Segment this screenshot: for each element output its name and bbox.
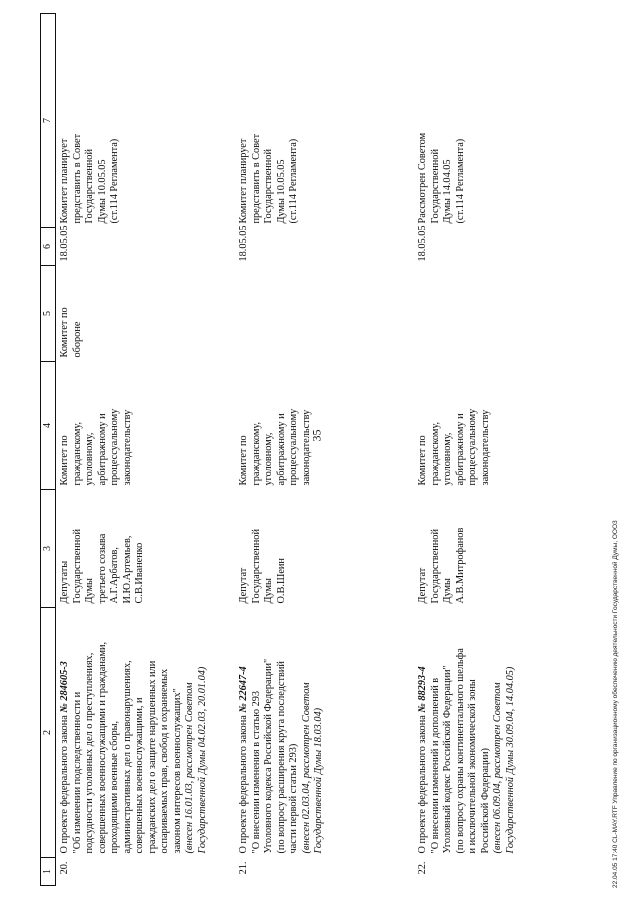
cell-line: процессуальному xyxy=(288,408,300,486)
cell-line: законодательству xyxy=(121,409,133,486)
cell-line: административных дел о правонарушениях, xyxy=(121,660,133,854)
cell-line: Комитет по xyxy=(59,307,70,358)
cell-line: гражданскому, xyxy=(71,421,83,486)
cell-line: Уголовного кодекса Российской Федерации" xyxy=(263,658,275,854)
row-number: 21. xyxy=(238,861,249,875)
cell-line: И.Ю.Артемьев, xyxy=(121,535,133,604)
column-header-5: 5 xyxy=(41,266,56,362)
cell-line: третьего созыва xyxy=(96,533,108,604)
bill-number: № 88293-4 xyxy=(417,666,428,713)
cell-line: О проекте федерального закона № 88293-4 xyxy=(417,666,428,854)
table-row xyxy=(56,14,236,886)
footer-print-info: 22.04.05 17:40 CL-MAY.RTF Управление по организационному обеспечению деятельности Государственной Думы, ООО3 xyxy=(612,520,619,888)
cell-line: и исключительной экономической зоны xyxy=(467,679,479,854)
cell-line: процессуальному xyxy=(467,408,479,486)
cell-line: Комитет по xyxy=(417,435,428,486)
cell-line: Думы xyxy=(263,578,275,604)
cell-line: законодательству xyxy=(479,409,491,486)
column-header-1: 1 xyxy=(41,858,56,886)
column-header-3: 3 xyxy=(41,490,56,608)
cell-c3 xyxy=(56,490,236,608)
cell-line: уголовному, xyxy=(442,432,454,486)
cell-line: Государственной xyxy=(263,149,275,224)
cell-line: Уголовный кодекс Российской Федерации" xyxy=(442,665,454,854)
cell-line: Государственной xyxy=(429,529,441,604)
column-header-4: 4 xyxy=(41,362,56,490)
row-number: 20. xyxy=(59,861,70,875)
cell-line: гражданскому, xyxy=(250,421,262,486)
cell-line: Государственной xyxy=(71,529,83,604)
cell-c5 xyxy=(414,266,593,362)
cell-line: 18.05.05 xyxy=(417,225,428,262)
cell-c6 xyxy=(414,225,593,266)
cell-line: представить в Совет xyxy=(250,133,262,224)
cell-line: Депутат xyxy=(417,567,428,604)
cell-line: арбитражному и xyxy=(275,413,287,486)
cell-line: законодательству xyxy=(300,409,312,486)
bill-number: № 22647-4 xyxy=(238,666,249,713)
cell-line: Депутаты xyxy=(59,560,70,604)
cell-line: Думы 10.05.05 xyxy=(96,159,108,224)
cell-c4 xyxy=(414,362,593,490)
row-number: 22. xyxy=(417,861,428,875)
cell-c6 xyxy=(56,225,236,266)
column-header-7: 7 xyxy=(41,14,56,228)
bills-table xyxy=(40,13,593,886)
cell-c4 xyxy=(235,362,414,490)
cell-line: А.Г.Арбатов, xyxy=(109,547,121,604)
cell-c3 xyxy=(235,490,414,608)
cell-line: оспариваемых прав, свобод и охраняемых xyxy=(159,668,171,854)
cell-line: (ст.114 Регламента) xyxy=(109,138,121,224)
cell-line: 18.05.05 xyxy=(238,225,249,262)
cell-line: Комитет по xyxy=(59,435,70,486)
cell-line: Думы xyxy=(442,578,454,604)
cell-line: О проекте федерального закона № 284605-3 xyxy=(59,661,70,854)
cell-line: совершенных военнослужащими, и xyxy=(134,697,146,854)
cell-line: части первой статьи 293) xyxy=(288,743,300,854)
cell-c4 xyxy=(56,362,236,490)
bill-number: № 284605-3 xyxy=(59,661,70,713)
cell-line: Государственной xyxy=(250,529,262,604)
cell-line: (внесен 06.09.04, рассмотрен Советом xyxy=(492,682,504,854)
cell-c6 xyxy=(235,225,414,266)
cell-line: Российской Федерации) xyxy=(479,748,491,854)
cell-c2 xyxy=(414,608,593,858)
cell-line: уголовному, xyxy=(84,432,96,486)
cell-line: Государственной xyxy=(84,149,96,224)
cell-line: (по вопросу расширения круга последствий xyxy=(275,661,287,854)
cell-line: гражданскому, xyxy=(429,421,441,486)
cell-c5 xyxy=(56,266,236,362)
cell-line: (по вопросу охраны континентального шельфа xyxy=(454,648,466,854)
table-row xyxy=(414,14,593,886)
cell-line: Думы xyxy=(84,578,96,604)
column-header-2: 2 xyxy=(41,608,56,858)
cell-line: совершенных военнослужащими и гражданами, xyxy=(96,641,108,854)
bills-table-container xyxy=(40,14,638,886)
cell-line: А.В.Митрофанов xyxy=(454,527,466,604)
cell-line: Депутат xyxy=(238,567,249,604)
cell-line: представить в Совет xyxy=(71,133,83,224)
column-number-row xyxy=(41,14,56,886)
cell-line: Государственной Думы 18.03.04) xyxy=(313,707,325,854)
cell-line: "О внесении изменений и дополнений в xyxy=(429,677,441,854)
cell-c3 xyxy=(414,490,593,608)
cell-line: уголовному, xyxy=(263,432,275,486)
cell-line: Государственной Думы 04.02.03, 20.01.04) xyxy=(197,666,209,854)
cell-c2 xyxy=(56,608,236,858)
cell-line: Государственной xyxy=(429,149,441,224)
cell-line: (ст.114 Регламента) xyxy=(288,138,300,224)
cell-line: подсудности уголовных дел о преступлениях, xyxy=(84,652,96,854)
cell-line: (внесен 16.01.03, рассмотрен Советом xyxy=(184,682,196,854)
cell-line: проходящими военные сборы, xyxy=(109,720,121,854)
cell-line: "О внесении изменения в статью 293 xyxy=(250,690,262,854)
cell-line: арбитражному и xyxy=(454,413,466,486)
cell-c7 xyxy=(235,14,414,228)
cell-c7 xyxy=(56,14,236,228)
cell-line: Комитет планирует xyxy=(59,138,70,224)
cell-line: Государственной Думы 30.09.04, 14.04.05) xyxy=(504,666,516,854)
cell-c7 xyxy=(414,14,593,228)
cell-line: законом интересов военнослужащих" xyxy=(171,688,183,854)
cell-c5 xyxy=(235,266,414,362)
cell-line: 18.05.05 xyxy=(59,225,70,262)
cell-line: "Об изменении подследственности и xyxy=(71,691,83,854)
cell-line: арбитражному и xyxy=(96,413,108,486)
cell-line: Рассмотрен Советом xyxy=(417,132,428,224)
cell-c2 xyxy=(235,608,414,858)
cell-line: Комитет по xyxy=(238,435,249,486)
table-row xyxy=(235,14,414,886)
cell-line: Думы 14.04.05 xyxy=(442,159,454,224)
cell-line: (внесен 02.03.04, рассмотрен Советом xyxy=(300,682,312,854)
cell-line: Думы 10.05.05 xyxy=(275,159,287,224)
cell-line: (ст.114 Регламента) xyxy=(454,138,466,224)
page-number: 35 xyxy=(309,429,324,442)
cell-line: Комитет планирует xyxy=(238,138,249,224)
cell-line: процессуальному xyxy=(109,408,121,486)
cell-line: гражданских дел о защите нарушенных или xyxy=(146,660,158,854)
cell-line: С.В.Иваненко xyxy=(134,542,146,604)
cell-line: О.В.Шеин xyxy=(275,558,287,604)
cell-line: О проекте федерального закона № 22647-4 xyxy=(238,666,249,854)
column-header-6: 6 xyxy=(41,228,56,266)
cell-line: обороне xyxy=(71,321,83,358)
